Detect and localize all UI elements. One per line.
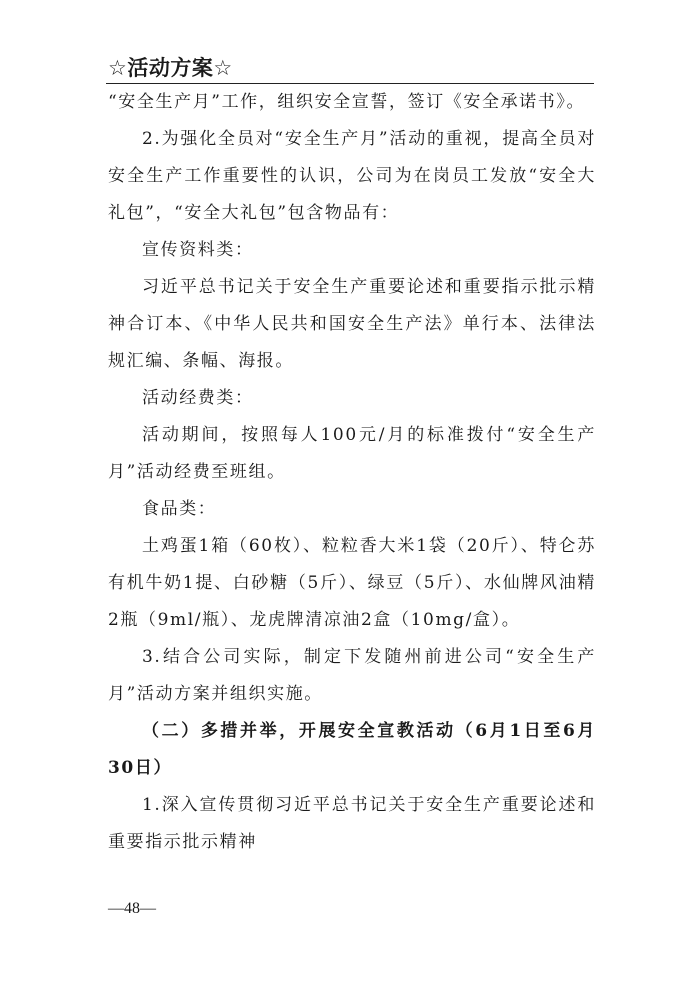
subheading-food: 食品类： bbox=[142, 499, 217, 519]
paragraph-continuation: “安全生产月”工作，组织安全宣誓，签订《安全承诺书》。 bbox=[108, 92, 586, 112]
paragraph-publicity-materials: 习近平总书记关于安全生产重要论述和重要指示批示精神合订本、《中华人民共和国安全生产法》单行本、法律法规汇编、条幅、海报。 bbox=[108, 277, 596, 371]
page-number: —48— bbox=[108, 900, 156, 917]
paragraph-food: 土鸡蛋1箱（60枚）、粒粒香大米1袋（20斤）、特仑苏有机牛奶1提、白砂糖（5斤）、绿豆（5斤）、水仙牌风油精2瓶（9ml/瓶）、龙虎牌清凉油2盒（10mg/盒）。 bbox=[108, 536, 596, 630]
document-body bbox=[108, 84, 596, 861]
paragraph-item-1: 1.深入宣传贯彻习近平总书记关于安全生产重要论述和重要指示批示精神 bbox=[108, 795, 596, 852]
paragraph-activity-funds: 活动期间，按照每人100元/月的标准拨付“安全生产月”活动经费至班组。 bbox=[108, 425, 596, 482]
page-header-title: ☆活动方案☆ bbox=[108, 56, 233, 80]
subheading-activity-funds: 活动经费类： bbox=[142, 388, 254, 408]
paragraph-item-3: 3.结合公司实际，制定下发随州前进公司“安全生产月”活动方案并组织实施。 bbox=[108, 647, 596, 704]
section-heading-2: （二）多措并举，开展安全宣教活动（6月1日至6月30日） bbox=[108, 721, 596, 778]
paragraph-item-2: 2.为强化全员对“安全生产月”活动的重视，提高全员对安全生产工作重要性的认识，公司为在岗员工发放“安全大礼包”，“安全大礼包”包含物品有： bbox=[108, 129, 596, 223]
subheading-publicity-materials: 宣传资料类： bbox=[142, 240, 254, 260]
